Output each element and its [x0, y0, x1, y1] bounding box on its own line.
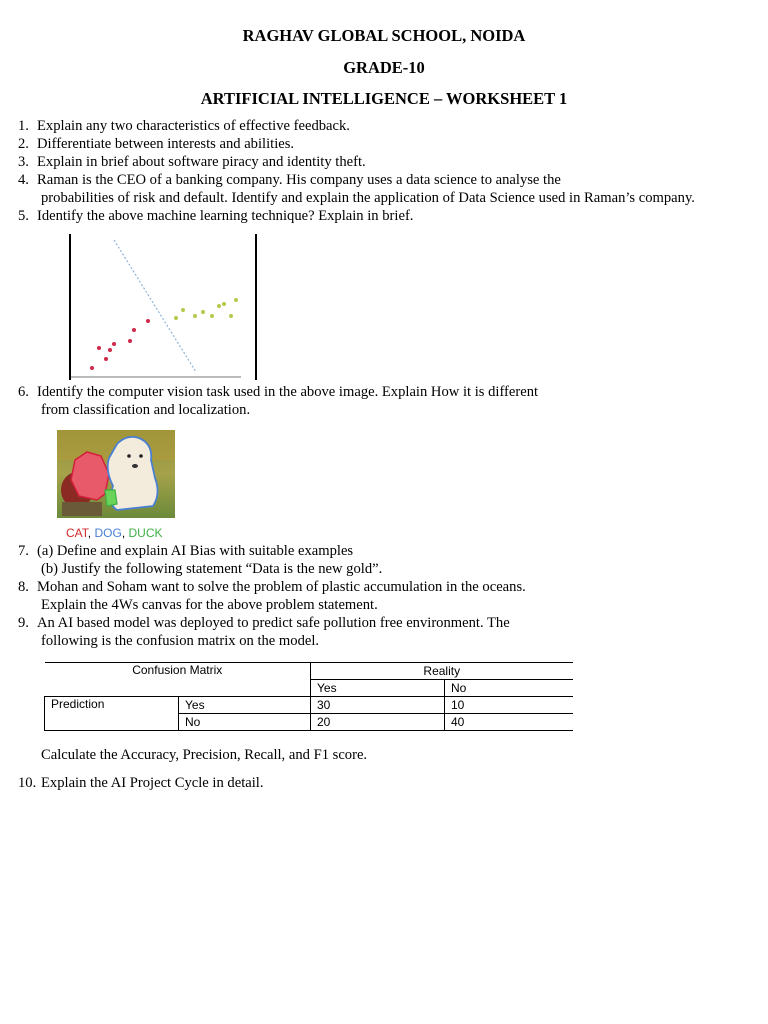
question-5: 5. Identify the above machine learning technique? Explain in brief. — [18, 208, 414, 224]
caption-cat: CAT — [66, 526, 88, 540]
question-7-continued: (b) Justify the following statement “Data is the new gold”. — [41, 561, 383, 577]
image-caption: CAT, DOG, DUCK — [66, 526, 163, 540]
reality-header: Reality — [311, 663, 573, 680]
question-4: 4. Raman is the CEO of a banking company. His company uses a data science to analyse the — [18, 172, 561, 188]
question-9-continued: following is the confusion matrix on the model. — [41, 633, 320, 649]
prediction-label: Prediction — [45, 697, 179, 731]
question-8: 8. Mohan and Soham want to solve the problem of plastic accumulation in the oceans. — [18, 579, 526, 595]
cell-tp: 30 — [311, 697, 445, 714]
reality-no-header: No — [445, 680, 573, 697]
question-2: 2. Differentiate between interests and abilities. — [18, 136, 295, 152]
question-6: 6. Identify the computer vision task used in the above image. Explain How it is different — [18, 384, 539, 400]
red-class-points — [90, 319, 150, 370]
question-8-continued: Explain the 4Ws canvas for the above problem statement. — [41, 597, 378, 613]
cell-tn: 40 — [445, 714, 573, 731]
question-10: 10. Explain the AI Project Cycle in detail. — [18, 775, 264, 791]
segmentation-image — [57, 430, 175, 518]
reality-yes-header: Yes — [311, 680, 445, 697]
grade-heading: GRADE-10 — [343, 58, 425, 77]
question-3: 3. Explain in brief about software piracy and identity theft. — [18, 154, 366, 170]
decision-boundary — [114, 240, 196, 372]
question-9: 9. An AI based model was deployed to predict safe pollution free environment. The — [18, 615, 510, 631]
question-4-continued: probabilities of risk and default. Identify and explain the application of Data Science used in Raman’s company. — [41, 190, 695, 206]
confusion-matrix-table — [44, 662, 573, 731]
school-name: RAGHAV GLOBAL SCHOOL, NOIDA — [242, 26, 526, 45]
duck-mask — [105, 490, 117, 506]
confusion-matrix-title: Confusion Matrix — [45, 663, 311, 697]
question-6-continued: from classification and localization. — [41, 402, 251, 418]
prediction-no-label: No — [179, 714, 311, 731]
caption-dog: DOG — [94, 526, 122, 540]
cell-fn: 20 — [311, 714, 445, 731]
question-1: 1. Explain any two characteristics of effective feedback. — [18, 118, 350, 134]
question-7: 7. (a) Define and explain AI Bias with suitable examples — [18, 543, 354, 559]
prediction-yes-label: Yes — [179, 697, 311, 714]
cell-fp: 10 — [445, 697, 573, 714]
classification-scatter-figure — [66, 232, 262, 382]
caption-duck: DUCK — [128, 526, 163, 540]
green-class-points — [174, 298, 238, 320]
worksheet-title: ARTIFICIAL INTELLIGENCE – WORKSHEET 1 — [200, 89, 568, 108]
calculation-instruction: Calculate the Accuracy, Precision, Recall, and F1 score. — [41, 747, 368, 763]
